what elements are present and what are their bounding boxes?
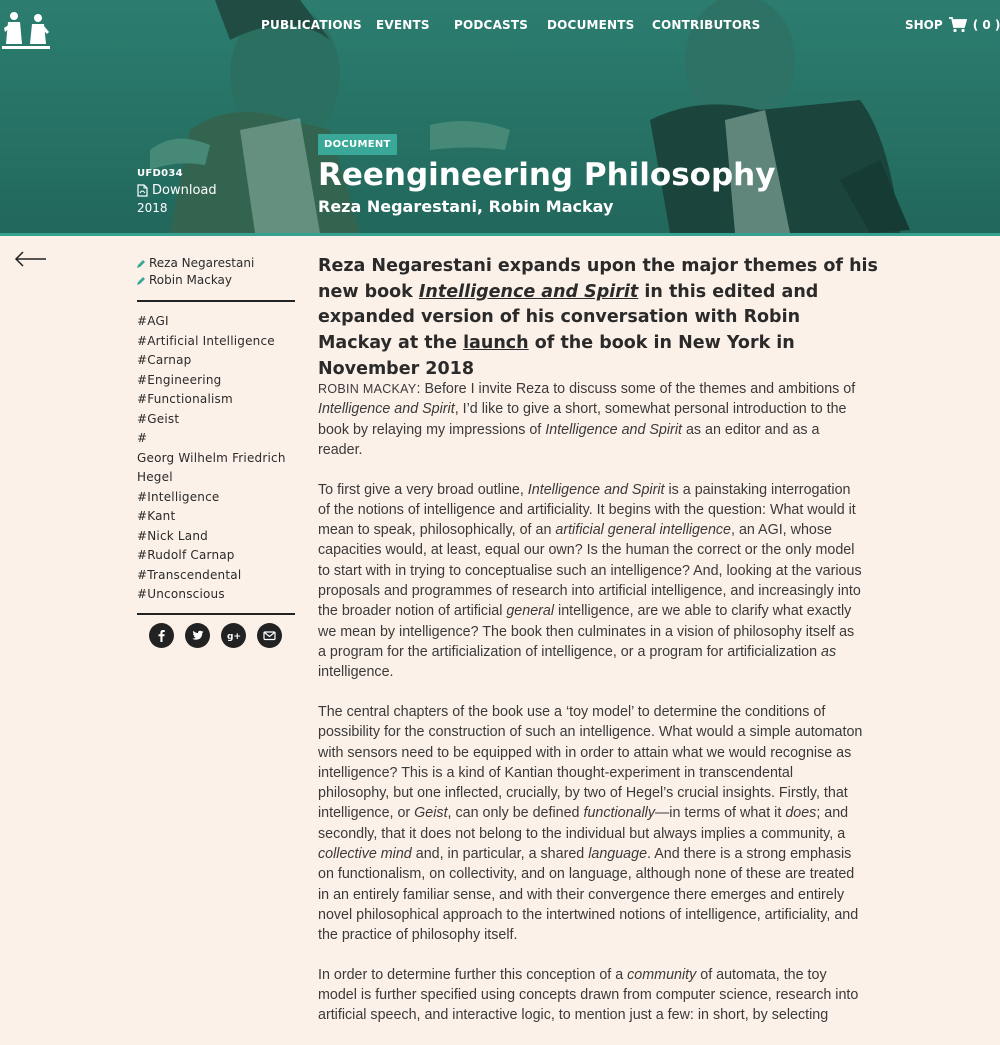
text: The central chapters of the book use a ‘toy model’ to determine the conditions of possibility for the construction of such an intelligence. What would a simple automaton with sensors need to be equipped with in order to attain what we would recognise as intelligence? This is a kind of Kantian thought-experiment in transcendental philosophy, but one inflected, crucially, by two of Hegel’s crucial insights. Firstly, that intelligence, or <box>318 703 863 822</box>
pencil-icon <box>137 276 146 285</box>
paragraph <box>318 379 863 460</box>
share-email-button[interactable] <box>257 623 282 648</box>
tag-link[interactable]: Georg Wilhelm Friedrich <box>137 450 286 465</box>
document-year: 2018 <box>137 201 168 215</box>
tag-link[interactable]: #Kant <box>137 509 176 523</box>
text: intelligence, are we able to clarify what exactly we mean by intelligence? The book then culminates in a vision of philosophy itself as a program for the artificialization of intelligence, or a program for artificialization <box>318 603 855 660</box>
tag-link[interactable]: #Intelligence <box>137 489 220 504</box>
tag-link[interactable]: #Geist <box>137 411 180 426</box>
facebook-icon <box>155 629 168 642</box>
tag-link[interactable]: #Transcendental <box>137 567 242 582</box>
nav-contributors[interactable]: CONTRIBUTORS <box>652 18 761 32</box>
tag-link[interactable]: #Carnap <box>137 353 192 367</box>
share-buttons <box>149 623 282 648</box>
tag-link[interactable]: #Functionalism <box>137 392 233 406</box>
author-link[interactable] <box>137 255 297 272</box>
text: —in terms of what it <box>655 805 786 822</box>
text: intelligence. <box>318 664 394 681</box>
article-body <box>318 379 863 1045</box>
document-badge[interactable]: DOCUMENT <box>318 134 397 155</box>
tag-link[interactable]: #Artificial Intelligence <box>137 333 275 348</box>
nav-podcasts[interactable]: PODCASTS <box>454 18 529 32</box>
emphasis: does <box>785 805 817 822</box>
launch-link[interactable]: launch <box>463 333 529 354</box>
author-link[interactable] <box>137 272 297 289</box>
speaker-name: ROBIN MACKAY <box>318 382 417 396</box>
text: , can only be defined <box>447 805 584 822</box>
document-code: UFD034 <box>137 168 183 179</box>
email-icon <box>263 629 276 642</box>
text: and, in particular, a shared <box>411 846 589 863</box>
emphasis: general <box>506 603 555 620</box>
text: of automata, the toy model is further specified using concepts drawn from computer science, research into artificial speech, and interactive logic, to mention just a few: in short, by selecting <box>318 966 859 1024</box>
svg-text:g+: g+ <box>227 632 241 642</box>
emphasis: Geist <box>414 805 448 822</box>
cart-count: ( 0 ) <box>972 18 1000 32</box>
tag-link[interactable]: #Engineering <box>137 372 222 387</box>
emphasis: Intelligence and Spirit <box>527 481 665 498</box>
share-google-plus-button[interactable] <box>221 623 246 648</box>
nav-documents[interactable]: DOCUMENTS <box>547 18 635 32</box>
emphasis: language <box>588 846 648 863</box>
paragraph <box>318 702 863 946</box>
divider <box>137 300 295 302</box>
emphasis: artificial general intelligence <box>555 522 732 539</box>
tag-link[interactable]: Hegel <box>137 470 173 484</box>
cart-icon <box>949 17 967 33</box>
author-name: Reza Negarestani <box>149 256 255 270</box>
text: : Before I invite Reza to discuss some of the themes and ambitions of <box>416 381 856 397</box>
nav-events[interactable]: EVENTS <box>376 18 430 32</box>
share-facebook-button[interactable] <box>149 623 174 648</box>
back-arrow-icon[interactable] <box>14 249 48 269</box>
text: ; and secondly, that it does not belong to the individual but always implies a community, a <box>318 805 849 842</box>
tag-link[interactable]: # <box>137 431 148 445</box>
text: , an AGI, whose capacities would, at least, equal our own? Is the human the correct or the only model to start with in trying to conceptualise such an intelligence? And, looking at the various proposals and programmes of research into artificial intelligence, and increasingly into the broader notion of artificial <box>318 522 862 620</box>
download-link[interactable] <box>137 183 217 198</box>
text: , I’d like to give a short, somewhat personal introduction to the book by relaying my impressions of <box>318 401 847 438</box>
tag-link[interactable]: #Nick Land <box>137 528 208 543</box>
lead-text: in this edited and expanded version of his conversation with Robin Mackay at the <box>318 281 819 354</box>
tag-link[interactable]: #AGI <box>137 314 169 328</box>
page-subtitle: Reza Negarestani, Robin Mackay <box>318 197 614 216</box>
tag-list <box>137 312 297 605</box>
nav-publications[interactable]: PUBLICATIONS <box>261 18 362 32</box>
document-meta <box>137 168 217 215</box>
text: is a painstaking interrogation of the notions of intelligence and artificiality. It begins with the question: What would it mean to speak, philosophically, of an <box>318 481 856 539</box>
emphasis: Intelligence and Spirit <box>545 421 682 438</box>
tag-link[interactable]: #Rudolf Carnap <box>137 548 235 562</box>
text: In order to determine further this conception of a <box>318 966 628 983</box>
shop-label: SHOP <box>905 18 943 32</box>
emphasis: functionally <box>583 805 655 822</box>
text: . And there is a strong emphasis on functionalism, on collectivity, and on language, although none of these are treated in an entirely familiar sense, and with their convergence there emerges and entirely novel philosophical approach to the intertwined notions of intelligence, artificiality, and the practice of philosophy itself. <box>318 846 859 944</box>
emphasis: Intelligence and Spirit <box>318 401 455 418</box>
hero-divider <box>0 233 1000 236</box>
emphasis: community <box>627 966 697 983</box>
lead-text: of the book in New York in November 2018 <box>318 333 795 379</box>
emphasis: collective mind <box>318 846 412 863</box>
share-twitter-button[interactable] <box>185 623 210 648</box>
emphasis: as <box>821 643 837 660</box>
paragraph <box>318 480 863 683</box>
pdf-file-icon <box>137 184 148 197</box>
download-label: Download <box>152 183 217 198</box>
book-title-link[interactable]: Intelligence and Spirit <box>418 281 639 302</box>
page-title: Reengineering Philosophy <box>318 157 776 193</box>
paragraph <box>318 965 863 1026</box>
text: To first give a very broad outline, <box>318 481 528 498</box>
main-nav <box>0 18 1000 38</box>
lead-text: Reza Negarestani expands upon the major themes of his new book <box>318 256 878 302</box>
tag-link[interactable]: #Unconscious <box>137 587 225 601</box>
shop-link[interactable] <box>905 17 1000 33</box>
twitter-icon <box>191 629 204 642</box>
author-name: Robin Mackay <box>149 273 233 287</box>
lead-paragraph <box>318 254 878 383</box>
author-list <box>137 255 297 289</box>
divider <box>137 613 295 615</box>
text: as an editor and as a reader. <box>318 421 820 458</box>
google-plus-icon <box>227 629 240 642</box>
pencil-icon <box>137 259 146 268</box>
